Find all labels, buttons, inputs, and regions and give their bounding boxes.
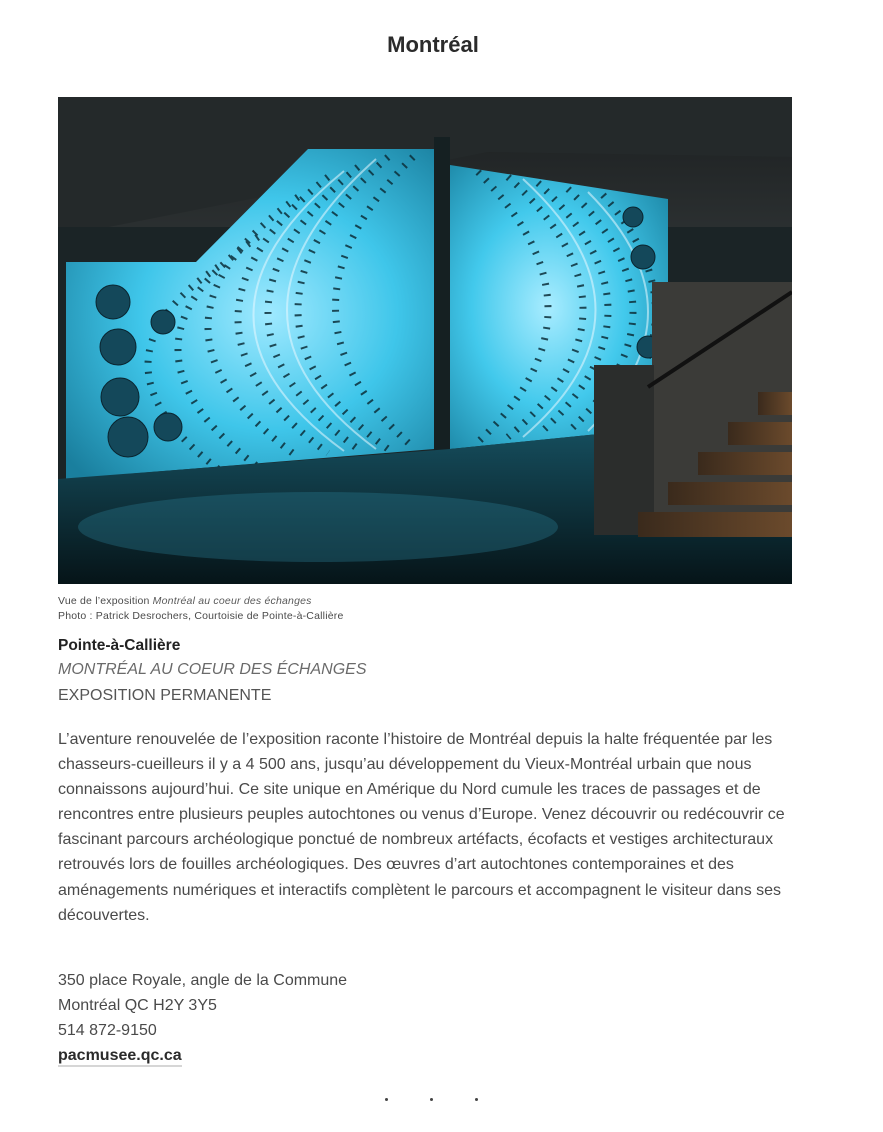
exhibition-photo bbox=[58, 97, 792, 584]
page-separator bbox=[385, 1098, 478, 1101]
separator-dot bbox=[475, 1098, 478, 1101]
exhibition-description: L’aventure renouvelée de l’exposition raconte l’histoire de Montréal depuis la halte fréquentée par les chasseurs-cueilleurs il y a 4 500 ans, jusqu’au développement du Vieux-Montréal urbain que nous connaissons aujourd’hui. Ce site unique en Amérique du Nord cumule les traces de passages et de rencontres entre plusieurs peuples autochtones ou venus d’Europe. Venez découvrir ou redécouvrir ce fascinant parcours archéologique ponctué de nombreux artéfacts, écofacts et vestiges architecturaux retrouvés lors de fouilles archéologiques. Des œuvres d’art autochtones contemporaines et des aménagements numériques et interactifs complètent le parcours et accompagnent le visiteur dans ses découvertes. bbox=[58, 731, 785, 924]
separator-dot bbox=[385, 1098, 388, 1101]
website-link[interactable]: pacmusee.qc.ca bbox=[58, 1047, 182, 1067]
photo-caption bbox=[58, 594, 344, 623]
caption-credit: Photo : Patrick Desrochers, Courtoisie de Pointe-à-Callière bbox=[58, 609, 344, 622]
exhibition-type: EXPOSITION PERMANENTE bbox=[58, 687, 272, 704]
address-line-2: Montréal QC H2Y 3Y5 bbox=[58, 997, 217, 1014]
exhibition-title: MONTRÉAL AU COEUR DES ÉCHANGES bbox=[58, 661, 367, 678]
caption-line-exhibition bbox=[58, 594, 344, 609]
separator-dot bbox=[430, 1098, 433, 1101]
venue-name: Pointe-à-Callière bbox=[58, 637, 181, 654]
caption-prefix: Vue de l’exposition bbox=[58, 595, 153, 607]
exhibition-photo-illustration bbox=[58, 97, 792, 584]
caption-exhibition-title: Montréal au coeur des échanges bbox=[152, 595, 312, 607]
address-line-1: 350 place Royale, angle de la Commune bbox=[58, 972, 348, 989]
contact-block bbox=[58, 968, 347, 1068]
phone-number: 514 872-9150 bbox=[58, 1022, 157, 1039]
page-title: Montréal bbox=[387, 32, 479, 57]
